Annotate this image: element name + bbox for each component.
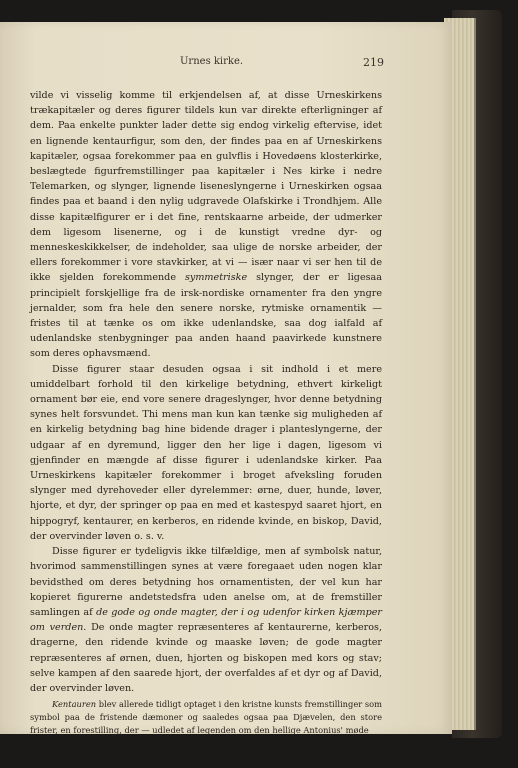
paragraph	[30, 88, 382, 362]
italic-text-segment: symmetriske	[184, 272, 248, 284]
page-number: 219	[363, 56, 384, 69]
text-segment: slynger, der er ligesaa principielt forskjellige fra de irsk-nordiske ornamenter fra den yngre jernalder, som fra hele den senere norske, rytmiske ornamentik — fristes til at tænke os om ikke udenlandske, saa dog ialfald af udenlandske stenbygninger paa anden haand paavirkede kunstnere som deres ophavsmænd.	[30, 272, 382, 360]
text-segment: vilde vi visselig komme til erkjendelsen af, at disse Urneskirkens trækapitæler og deres figurer tildels kun var direkte efterligninger af dem. Paa enkelte punkter lader dette sig endog virkelig eftervise, idet en lignende kentaurfigur, som den, der findes paa en af Urneskirkens kapitæler, ogsaa forekommer paa en gulvflis i Hovedøens klosterkirke, beslægtede figurfremstillinger paa kapitæler i Nes kirke i nedre Telemarken, og slynger, lignende liseneslyngerne i Urneskirken ogsaa findes paa et baand i den nylig udgravede Olafskirke i Trondhjem. Alle disse kapitælfigurer er i det fine, rentskaarne arbeide, der udmerker dem ligesom lisenerne, og i de kunstigt vredne dyr- og menneskeskikkelser, de indeholder, saa ulige de norske arbeider, der ellers forekommer i vore stavkirker, at vi — især naar vi ser hen til de ikke sjelden forekommende	[30, 90, 382, 284]
running-title: Urnes kirke.	[180, 56, 244, 67]
footnote	[30, 698, 382, 737]
body-text	[30, 88, 382, 745]
text-segment: De onde magter repræsenteres af kentaurerne, kerberos, dragerne, den ridende kvinde og maaske løven; de gode magter repræsenteres af ørnen, duen, hjorten og biskopen med kors og stav; selve kampen af den saarede hjort, der overfaldes af et dyr og af David, der overvinder løven.	[30, 622, 382, 694]
book-page	[0, 22, 452, 734]
italic-text-segment: de gode og onde magter, der i og udenfor kirken kjæmper om verden.	[30, 606, 382, 634]
paragraph	[30, 362, 382, 544]
text-segment: Disse figurer staar desuden ogsaa i sit indhold i et mere umiddelbart forhold til den kirkelige betydning, ethvert kirkeligt ornament bør eie, end vore senere drageslynger, hvor denne betydning synes helt forsvundet. Thi mens man kun kan tænke sig muligheden af en kirkelig betydning bag hine bidende drager i planteslyngerne, der udgaar af en dyremund, ligger den her lige i dagen, ligesom vi gjenfinder en mængde af disse figurer i udenlandske kirker. Paa Urneskirkens kapitæler forekommer i broget afveksling foruden slynger med dyrehoveder eller dyrelemmer: ørne, duer, hunde, løver, hjorte, et dyr, der springer op paa en med et kastespyd saaret hjort, en hippogryf, kentaurer, en kerberos, en ridende kvinde, en biskop, David, der overvinder løven o. s. v.	[30, 363, 382, 542]
text-segment: Disse figurer er tydeligvis ikke tilfældige, men af symbolsk natur, hvorimod sammenstillingen synes at være foregaaet uden nogen klar bevidsthed om deres betydning hos ornamentisten, der vel kun har kopieret figurerne andetstedsfra uden anelse om, at de fremstiller samlingen af	[30, 546, 382, 618]
page-header	[30, 56, 384, 70]
italic-text-segment: Kentauren	[52, 699, 97, 710]
text-segment: blev allerede tidligt optaget i den kristne kunsts fremstillinger som symbol paa de fristende dæmoner og saaledes ogsaa paa Djævelen, den store frister, en forestilling, der — udledet af legenden om den hellige Antonius' møde	[30, 699, 382, 736]
paragraph	[30, 544, 382, 696]
